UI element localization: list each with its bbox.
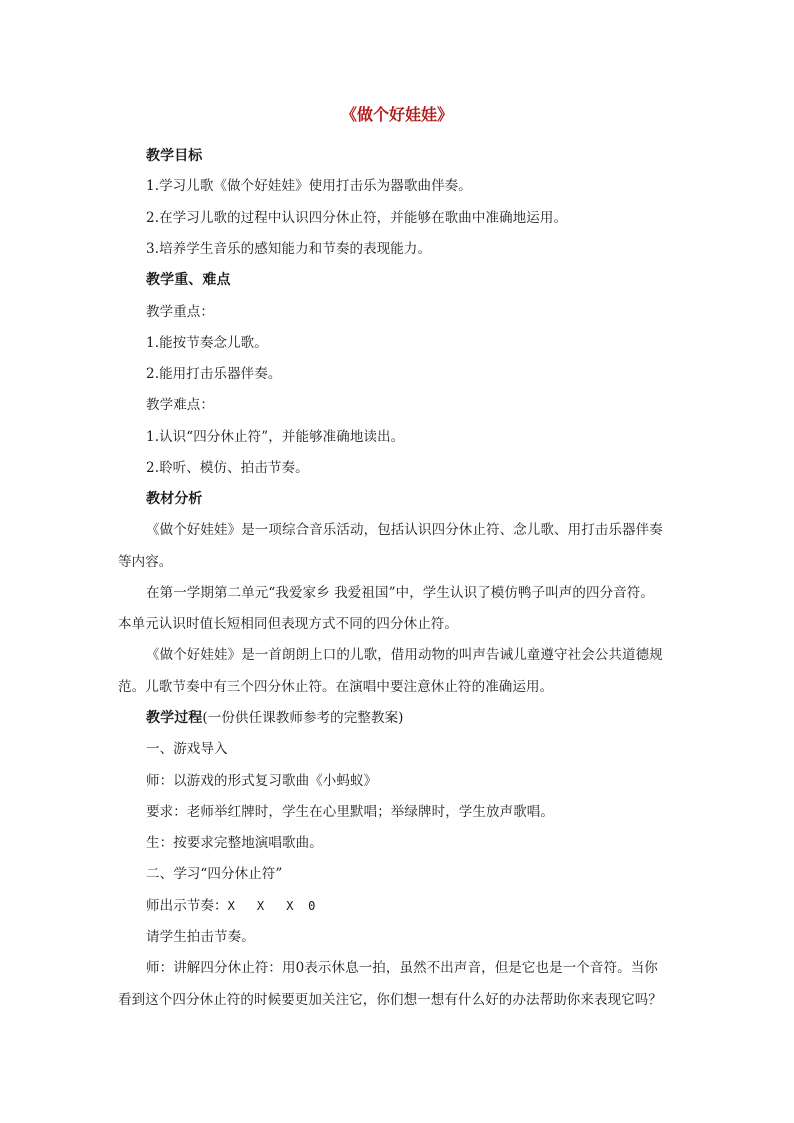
key-point-item: 1.能按节奏念儿歌。 bbox=[146, 335, 268, 351]
key-points-label: 教学重点： bbox=[146, 304, 214, 320]
process-note: (一份供任课教师参考的完整教案) bbox=[202, 710, 404, 726]
difficulty-item: 2.聆听、模仿、拍击节奏。 bbox=[146, 460, 309, 476]
step-teacher-line: 师：以游戏的形式复习歌曲《小蚂蚁》 bbox=[146, 773, 378, 789]
difficulties-label: 教学难点： bbox=[146, 397, 214, 413]
key-point-item: 2.能用打击乐器伴奏。 bbox=[146, 366, 282, 382]
analysis-paragraph-line: 在第一学期第二单元“我爱家乡 我爱祖国”中，学生认识了模仿鸭子叫声的四分音符。 bbox=[146, 585, 654, 601]
step-student-line: 生：按要求完整地演唱歌曲。 bbox=[146, 835, 323, 851]
document-title: 《做个好娃娃》 bbox=[340, 105, 453, 124]
rhythm-line bbox=[146, 896, 316, 916]
goals-heading: 教学目标 bbox=[146, 148, 203, 164]
analysis-paragraph-line: 本单元认识时值长短相同但表现方式不同的四分休止符。 bbox=[118, 616, 458, 632]
explain-paragraph-line: 师：讲解四分休止符：用0表示休息一拍，虽然不出声音，但是它也是一个音符。当你 bbox=[146, 960, 658, 976]
analysis-paragraph-line: 《做个好娃娃》是一首朗朗上口的儿歌，借用动物的叫声告诫儿童遵守社会公共道德规 bbox=[146, 647, 663, 663]
rhythm-label: 师出示节奏： bbox=[146, 898, 228, 914]
analysis-paragraph-line: 范。儿歌节奏中有三个四分休止符。在演唱中要注意休止符的准确运用。 bbox=[118, 679, 554, 695]
key-difficulty-heading: 教学重、难点 bbox=[146, 272, 231, 288]
step-title: 一、游戏导入 bbox=[146, 741, 228, 757]
step-requirement-line: 要求：老师举红牌时，学生在心里默唱；举绿牌时，学生放声歌唱。 bbox=[146, 804, 554, 820]
process-heading-line bbox=[146, 708, 404, 728]
step-clap-line: 请学生拍击节奏。 bbox=[146, 929, 255, 945]
explain-paragraph-line: 看到这个四分休止符的时候要更加关注它，你们想一想有什么好的办法帮助你来表现它吗？ bbox=[118, 992, 662, 1008]
goal-item: 2.在学习儿歌的过程中认识四分休止符，并能够在歌曲中准确地运用。 bbox=[146, 210, 568, 226]
analysis-paragraph-line: 等内容。 bbox=[118, 554, 173, 570]
step-title: 二、学习“四分休止符” bbox=[146, 866, 283, 882]
goal-item: 3.培养学生音乐的感知能力和节奏的表现能力。 bbox=[146, 241, 432, 257]
process-heading: 教学过程 bbox=[146, 710, 203, 726]
analysis-paragraph-line: 《做个好娃娃》是一项综合音乐活动，包括认识四分休止符、念儿歌、用打击乐器伴奏 bbox=[146, 522, 663, 538]
rhythm-notation: X X X 0 bbox=[227, 899, 316, 913]
analysis-heading: 教材分析 bbox=[146, 491, 203, 507]
difficulty-item: 1.认识“四分休止符”，并能够准确地读出。 bbox=[146, 429, 405, 445]
goal-item: 1.学习儿歌《做个好娃娃》使用打击乐为器歌曲伴奏。 bbox=[146, 178, 472, 194]
